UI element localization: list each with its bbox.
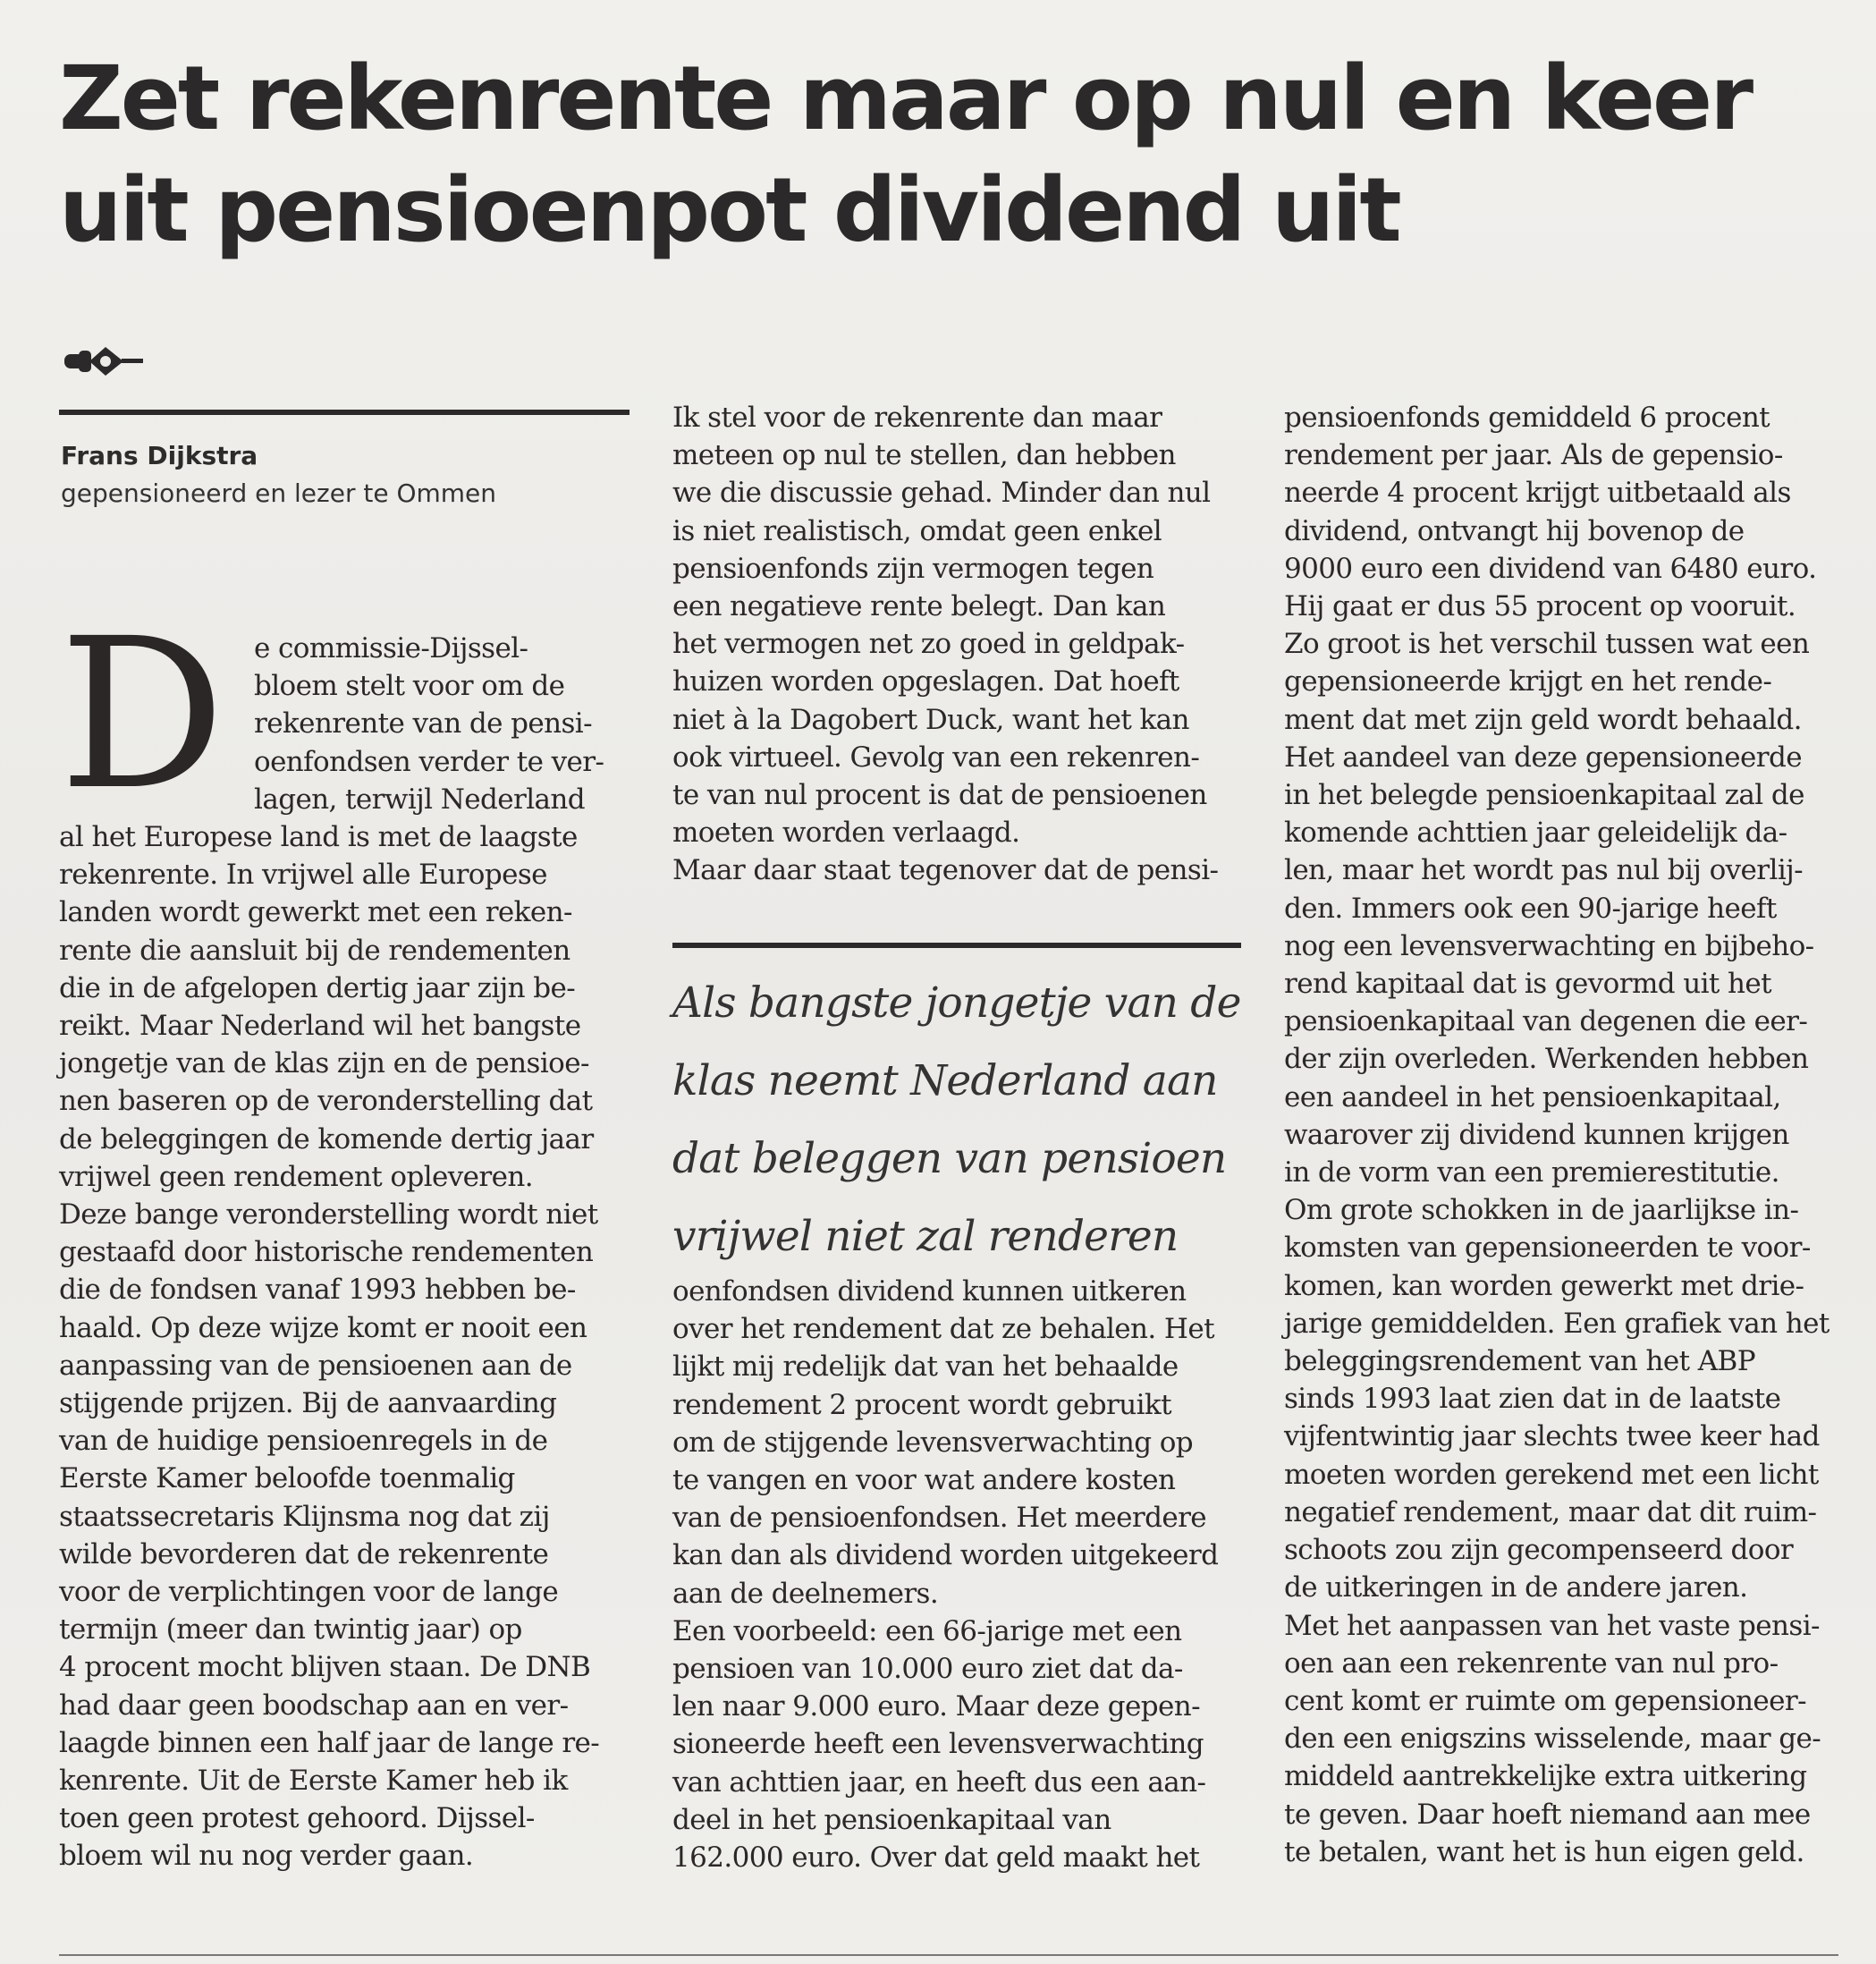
column-3 xyxy=(1284,399,1865,1871)
pullquote-rule xyxy=(672,943,1241,948)
text-line: haald. Op deze wijze komt er nooit een xyxy=(59,1311,587,1344)
text-line: ment dat met zijn geld wordt behaald. xyxy=(1284,703,1802,736)
text-line: gepensioneerde krijgt en het rende- xyxy=(1284,665,1772,698)
pull-quote xyxy=(672,964,1245,1275)
headline-line: Zet rekenrente maar op nul en keer xyxy=(59,47,1752,150)
text-line: rente die aansluit bij de rendementen xyxy=(59,934,570,967)
pull-quote-line: dat beleggen van pensioen xyxy=(672,1134,1227,1183)
pull-quote-line: Als bangste jongetje van de xyxy=(672,978,1241,1028)
author-name: Frans Dijkstra xyxy=(61,441,258,470)
text-line: pensioenfonds gemiddeld 6 procent xyxy=(1284,402,1770,434)
text-line: nog een levensverwachting en bijbeho- xyxy=(1284,929,1814,962)
text-line: schoots zou zijn gecompenseerd door xyxy=(1284,1534,1794,1567)
text-line: reikt. Maar Nederland wil het bangste xyxy=(59,1010,581,1043)
text-line: Hij gaat er dus 55 procent op vooruit. xyxy=(1284,590,1796,623)
text-line: laagde binnen een half jaar de lange re- xyxy=(59,1726,600,1759)
text-line: te betalen, want het is hun eigen geld. xyxy=(1284,1835,1804,1868)
text-line: sioneerde heeft een levensverwachting xyxy=(672,1728,1204,1761)
text-line: rekenrente. In vrijwel alle Europese xyxy=(59,859,547,892)
text-line: over het rendement dat ze behalen. Het xyxy=(672,1313,1214,1346)
text-line: deel in het pensioenkapitaal van xyxy=(672,1803,1111,1836)
text-line: rekenrente van de pensi- xyxy=(254,707,592,741)
text-line: den een enigszins wisselende, maar ge- xyxy=(1284,1723,1821,1756)
column-2-top xyxy=(672,399,1254,890)
text-line: te van nul procent is dat de pensioenen xyxy=(672,779,1207,812)
pull-quote-line: vrijwel niet zal renderen xyxy=(672,1212,1179,1261)
text-line: in de vorm van een premierestitutie. xyxy=(1284,1156,1779,1189)
text-line: om de stijgende levensverwachting op xyxy=(672,1426,1194,1459)
text-line: kan dan als dividend worden uitgekeerd xyxy=(672,1539,1219,1572)
text-line: we die discussie gehad. Minder dan nul xyxy=(672,477,1211,510)
text-line: jarige gemiddelden. Een grafiek van het xyxy=(1284,1307,1830,1340)
text-line: moeten worden verlaagd. xyxy=(672,817,1020,850)
text-line: Met het aanpassen van het vaste pensi- xyxy=(1284,1609,1820,1642)
text-line: staatssecretaris Klijnsma nog dat zij xyxy=(59,1500,550,1533)
text-line: ook virtueel. Gevolg van een rekenren- xyxy=(672,741,1200,774)
headline-line: uit pensioenpot dividend uit xyxy=(59,159,1399,262)
text-line: oenfondsen dividend kunnen uitkeren xyxy=(672,1275,1187,1308)
text-line: huizen worden opgeslagen. Dat hoeft xyxy=(672,665,1179,698)
text-line: wilde bevorderen dat de rekenrente xyxy=(59,1537,549,1570)
text-line: kenrente. Uit de Eerste Kamer heb ik xyxy=(59,1765,568,1798)
text-line: de uitkeringen in de andere jaren. xyxy=(1284,1571,1748,1604)
text-line: der zijn overleden. Werkenden hebben xyxy=(1284,1043,1809,1076)
text-line: lagen, terwijl Nederland xyxy=(254,783,585,816)
text-line: pensioenfonds zijn vermogen tegen xyxy=(672,552,1154,585)
text-line: die in de afgelopen dertig jaar zijn be- xyxy=(59,971,576,1004)
text-line: Om grote schokken in de jaarlijkse in- xyxy=(1284,1194,1799,1227)
text-line: e commissie-Dijssel- xyxy=(254,632,528,665)
text-line: len naar 9.000 euro. Maar deze gepen- xyxy=(672,1690,1200,1723)
text-line: cent komt er ruimte om gepensioneer- xyxy=(1284,1684,1807,1717)
column-1-continued xyxy=(59,818,649,1875)
text-line: rendement 2 procent wordt gebruikt xyxy=(672,1388,1171,1421)
text-line: te vangen en voor wat andere kosten xyxy=(672,1464,1176,1497)
text-line: in het belegde pensioenkapitaal zal de xyxy=(1284,779,1804,812)
bottom-rule xyxy=(59,1954,1838,1956)
text-line: sinds 1993 laat zien dat in de laatste xyxy=(1284,1383,1781,1416)
pen-nib-icon xyxy=(63,340,145,379)
drop-cap: D xyxy=(59,594,226,835)
text-line: voor de verplichtingen voor de lange xyxy=(59,1576,559,1609)
pull-quote-line: klas neemt Nederland aan xyxy=(672,1056,1218,1105)
text-line: oenfondsen verder te ver- xyxy=(254,745,604,778)
text-line: meteen op nul te stellen, dan hebben xyxy=(672,439,1176,472)
text-line: toen geen protest gehoord. Dijssel- xyxy=(59,1802,535,1835)
author-role: gepensioneerd en lezer te Ommen xyxy=(61,478,497,508)
text-line: lijkt mij redelijk dat van het behaalde xyxy=(672,1350,1179,1384)
text-line: dividend, ontvangt hij bovenop de xyxy=(1284,514,1745,547)
text-line: moeten worden gerekend met een licht xyxy=(1284,1458,1819,1491)
text-line: komsten van gepensioneerden te voor- xyxy=(1284,1232,1811,1265)
text-line: had daar geen boodschap aan en ver- xyxy=(59,1689,569,1722)
text-line: de beleggingen de komende dertig jaar xyxy=(59,1122,594,1156)
text-line: negatief rendement, maar dat dit ruim- xyxy=(1284,1495,1817,1528)
text-line: bloem wil nu nog verder gaan. xyxy=(59,1840,474,1873)
text-line: een negatieve rente belegt. Dan kan xyxy=(672,590,1166,623)
text-line: stijgende prijzen. Bij de aanvaarding xyxy=(59,1387,557,1420)
text-line: het vermogen net zo goed in geldpak- xyxy=(672,628,1185,661)
headline xyxy=(59,43,1812,267)
text-line: die de fondsen vanaf 1993 hebben be- xyxy=(59,1274,576,1307)
text-line: Ik stel voor de rekenrente dan maar xyxy=(672,402,1162,434)
text-line: nen baseren op de veronderstelling dat xyxy=(59,1085,593,1118)
text-line: Een voorbeeld: een 66-jarige met een xyxy=(672,1614,1182,1647)
text-line: 9000 euro een dividend van 6480 euro. xyxy=(1284,552,1817,585)
text-line: waarover zij dividend kunnen krijgen xyxy=(1284,1118,1789,1151)
text-line: een aandeel in het pensioenkapitaal, xyxy=(1284,1080,1781,1113)
text-line: rend kapitaal dat is gevormd uit het xyxy=(1284,968,1771,1001)
text-line: pensioen van 10.000 euro ziet dat da- xyxy=(672,1653,1183,1686)
text-line: den. Immers ook een 90-jarige heeft xyxy=(1284,892,1777,925)
text-line: Zo groot is het verschil tussen wat een xyxy=(1284,628,1810,661)
text-line: jongetje van de klas zijn en de pensioe- xyxy=(59,1047,589,1080)
text-line: Maar daar staat tegenover dat de pensi- xyxy=(672,854,1219,887)
text-line: 162.000 euro. Over dat geld maakt het xyxy=(672,1841,1200,1875)
text-line: van de huidige pensioenregels in de xyxy=(59,1425,548,1458)
text-line: al het Europese land is met de laagste xyxy=(59,821,578,853)
text-line: beleggingsrendement van het ABP xyxy=(1284,1345,1755,1378)
text-line: len, maar het wordt pas nul bij overlij- xyxy=(1284,854,1804,887)
column1-top-rule xyxy=(59,410,630,415)
text-line: termijn (meer dan twintig jaar) op xyxy=(59,1613,522,1647)
text-line: 4 procent mocht blijven staan. De DNB xyxy=(59,1651,591,1684)
text-line: niet à la Dagobert Duck, want het kan xyxy=(672,703,1189,736)
column-2-bottom xyxy=(672,1273,1254,1876)
text-line: van de pensioenfondsen. Het meerdere xyxy=(672,1502,1207,1535)
text-line: gestaafd door historische rendementen xyxy=(59,1236,594,1269)
text-line: is niet realistisch, omdat geen enkel xyxy=(672,514,1162,547)
text-line: Het aandeel van deze gepensioneerde xyxy=(1284,741,1802,774)
text-line: aan de deelnemers. xyxy=(672,1577,939,1610)
text-line: vrijwel geen rendement opleveren. xyxy=(59,1160,534,1193)
text-line: vijfentwintig jaar slechts twee keer had xyxy=(1284,1420,1820,1453)
text-line: oen aan een rekenrente van nul pro- xyxy=(1284,1647,1779,1680)
text-line: Deze bange veronderstelling wordt niet xyxy=(59,1198,598,1232)
text-line: van achttien jaar, en heeft dus een aan- xyxy=(672,1765,1206,1799)
text-line: middeld aantrekkelijke extra uitkering xyxy=(1284,1760,1807,1793)
text-line: komen, kan worden gewerkt met drie- xyxy=(1284,1269,1804,1302)
text-line: neerde 4 procent krijgt uitbetaald als xyxy=(1284,477,1791,510)
text-line: pensioenkapitaal van degenen die eer- xyxy=(1284,1005,1808,1038)
text-line: aanpassing van de pensioenen aan de xyxy=(59,1349,572,1382)
text-line: te geven. Daar hoeft niemand aan mee xyxy=(1284,1798,1811,1831)
text-line: komende achttien jaar geleidelijk da- xyxy=(1284,817,1787,850)
text-line: rendement per jaar. Als de gepensio- xyxy=(1284,439,1783,472)
text-line: Eerste Kamer beloofde toenmalig xyxy=(59,1462,515,1495)
column-1 xyxy=(254,630,647,818)
text-line: landen wordt gewerkt met een reken- xyxy=(59,896,572,929)
text-line: bloem stelt voor om de xyxy=(254,670,565,703)
